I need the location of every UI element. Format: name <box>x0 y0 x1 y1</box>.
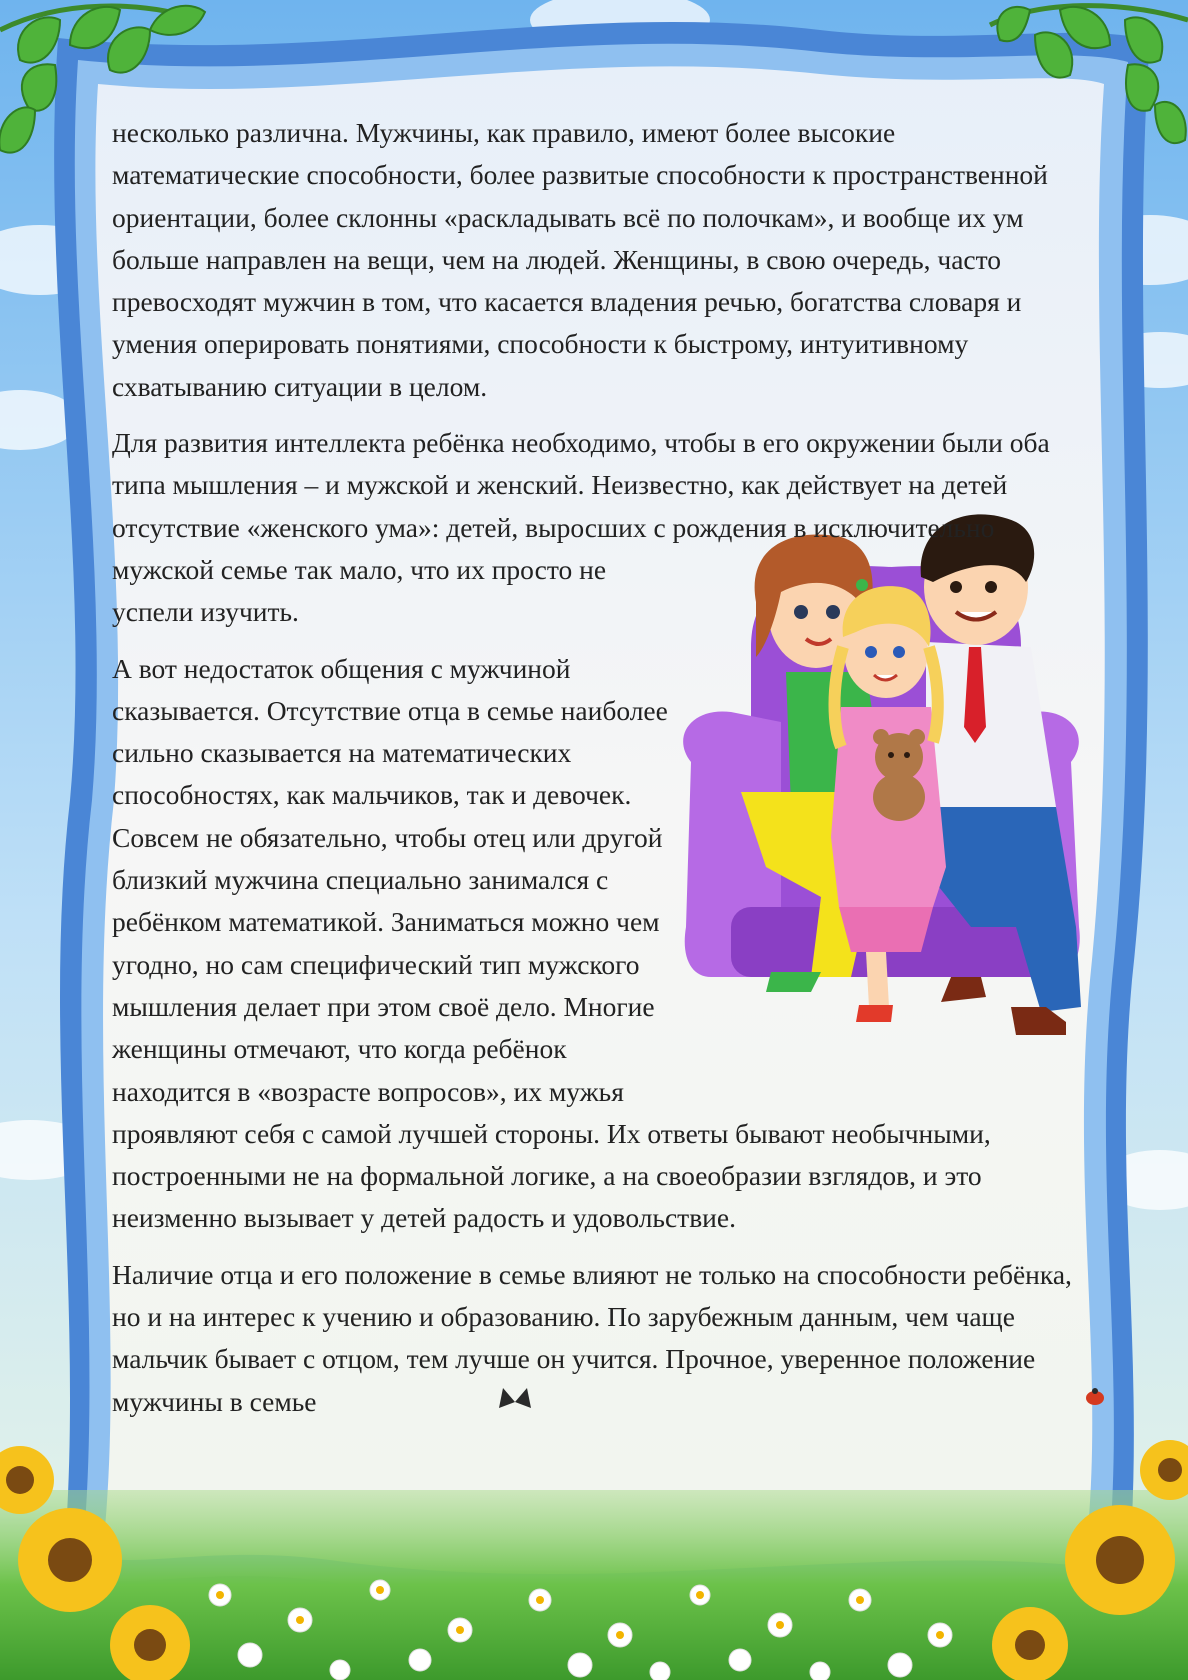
ladybug-icon <box>1086 1388 1104 1405</box>
paragraph-1: несколько различна. Мужчины, как правило, имеют более высокие математические способности, более развитые способности к пространственной ориентации, более склонны «раскладывать всё по полочкам», и вообще их ум больше направлен на вещи, чем на людей. Женщины, в свою очередь, часто превосходят мужчин в том, что касается владения речью, богатства словаря и умения оперировать понятиями, способности к быстрому, интуитивному схватыванию ситуации в целом. <box>112 117 1048 402</box>
paragraph-4: Наличие отца и его положение в семье влияют не только на способности ребёнка, но и на интерес к учению и образованию. По зарубежным данным, чем чаще мальчик бывает с отцом, тем лучше он учится. Прочное, уверенное положение мужчины в семье <box>112 1258 1072 1417</box>
family-illustration <box>671 507 1091 1077</box>
family-on-sofa-image <box>671 507 1091 1077</box>
document-body <box>112 112 1077 1437</box>
paragraph-2-text-continued: детей, выросших с рождения в исключительно мужской семье так мало, что их просто не успели изучить. <box>112 511 995 628</box>
paragraph-3: А вот недостаток общения с мужчиной сказывается. Отсутствие отца в семье наиболее сильно сказывается на математических способностях, как мальчиков, так и девочек. Совсем не обязательно, чтобы отец или другой близкий мужчина специально занимался с ребёнком математикой. Заниматься можно чем угодно, но сам специфический тип мужского мышления делает при этом своё дело. Многие женщины отмечают, что когда ребёнок находится в «возрасте вопросов», их мужья проявляют себя с самой лучшей стороны. Их ответы бывают необычными, построенными не на формальной логике, а на своеобразии взглядов, и это неизменно вызывает у детей радость и удовольствие. <box>112 652 991 1234</box>
paragraph-2 <box>112 422 1077 633</box>
paragraph-2-text: Для развития интеллекта ребёнка необходимо, чтобы в его окружении были оба типа мышления – и мужской и женский. Неизвестно, как действует на детей отсутствие «женского ума»: <box>112 427 1050 543</box>
